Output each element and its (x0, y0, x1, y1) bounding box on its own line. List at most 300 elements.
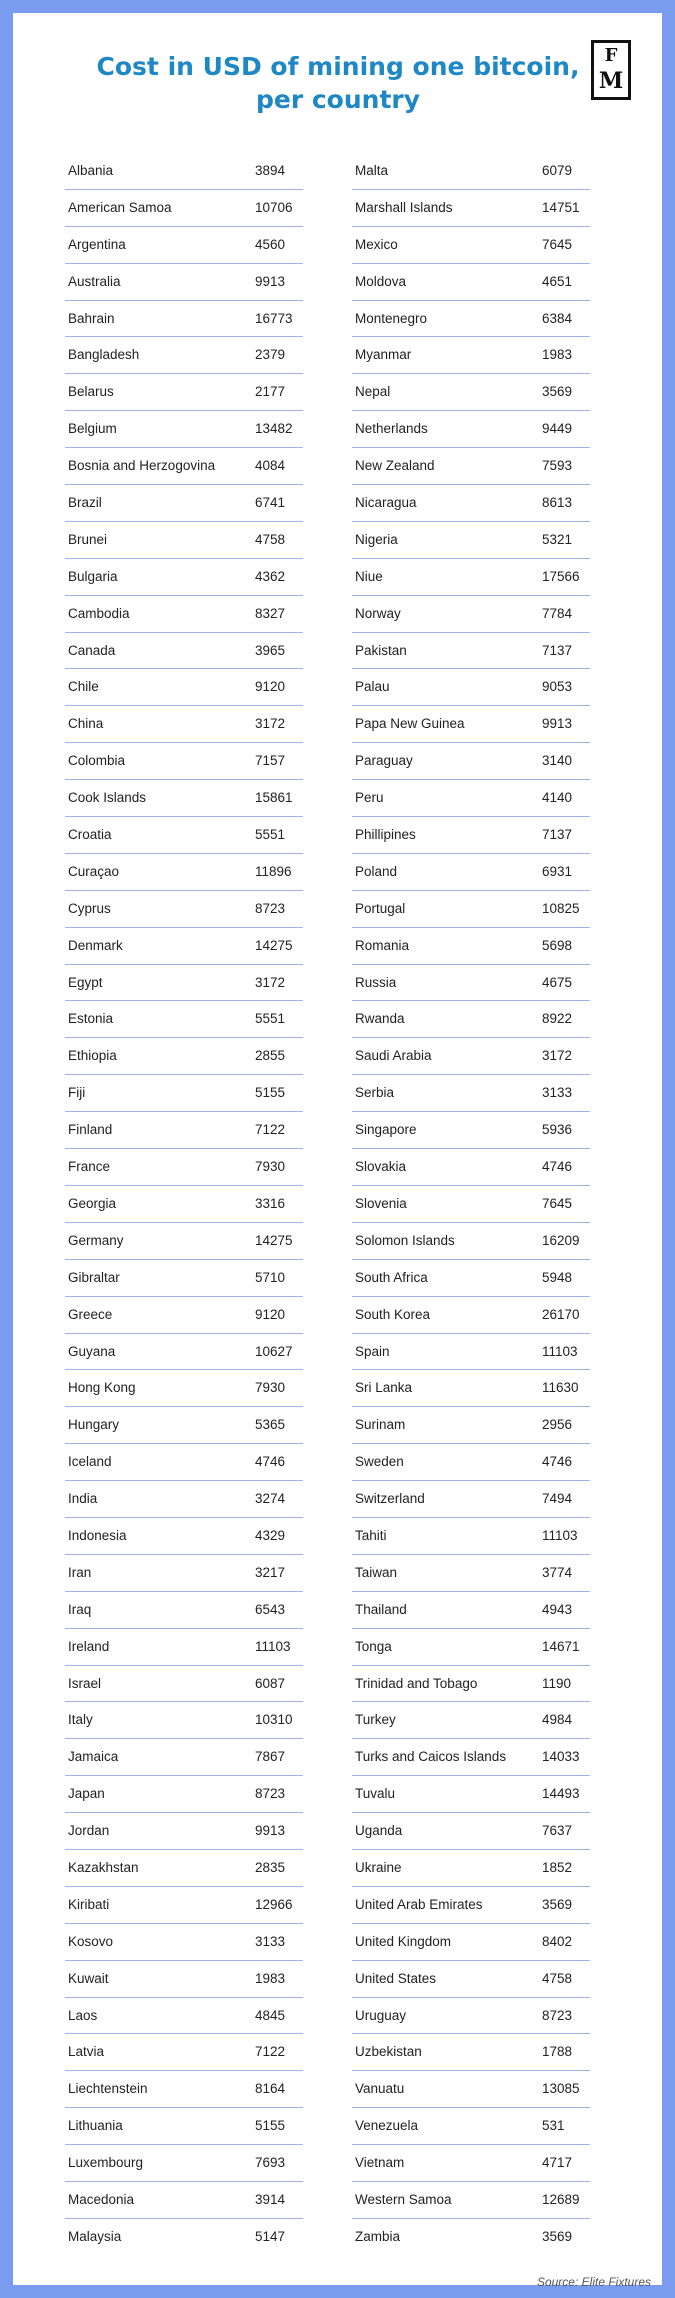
table-row (65, 1186, 303, 1223)
country-name: Sri Lanka (355, 1380, 413, 1396)
table-row (352, 1075, 590, 1112)
table-row (65, 1112, 303, 1149)
country-name: Slovenia (355, 1195, 407, 1211)
country-name: Pakistan (355, 642, 407, 658)
table-row (352, 264, 590, 301)
country-name: Nepal (355, 384, 391, 400)
country-name: Ireland (68, 1638, 110, 1654)
table-row (65, 1924, 303, 1961)
table-row (65, 1813, 303, 1850)
country-name: Bosnia and Herzogovina (68, 458, 216, 474)
table-row (352, 706, 590, 743)
cost-value: 7137 (542, 642, 573, 658)
country-name: Turkey (355, 1712, 396, 1728)
country-name: Uruguay (355, 2007, 407, 2023)
cost-value: 3316 (255, 1195, 286, 1211)
table-row (352, 301, 590, 338)
country-name: Vanuatu (355, 2081, 405, 2097)
table-row (65, 485, 303, 522)
country-name: Palau (355, 679, 390, 695)
table-row (352, 227, 590, 264)
country-name: Serbia (355, 1085, 395, 1101)
cost-value: 5698 (542, 937, 573, 953)
table-row (352, 190, 590, 227)
country-name: Poland (355, 863, 398, 879)
country-name: Slovakia (355, 1159, 407, 1175)
table-row (65, 817, 303, 854)
cost-value: 4717 (542, 2155, 573, 2171)
table-row (65, 1001, 303, 1038)
cost-value: 13482 (255, 421, 293, 437)
table-row (65, 928, 303, 965)
country-name: Latvia (68, 2044, 105, 2060)
table-row (352, 2182, 590, 2219)
cost-value: 14275 (255, 937, 293, 953)
table-row (65, 1407, 303, 1444)
country-name: Western Samoa (355, 2191, 452, 2207)
cost-value: 16209 (542, 1232, 580, 1248)
table-row (352, 1518, 590, 1555)
cost-value: 10825 (542, 900, 580, 916)
table-row (65, 2034, 303, 2071)
cost-value: 9913 (255, 273, 286, 289)
table-row (352, 669, 590, 706)
country-name: Kuwait (68, 1970, 109, 1986)
country-name: Iran (68, 1564, 92, 1580)
country-name: Laos (68, 2007, 98, 2023)
table-row (65, 448, 303, 485)
table-row (352, 411, 590, 448)
country-name: Georgia (68, 1195, 117, 1211)
cost-value: 2956 (542, 1417, 573, 1433)
cost-value: 8402 (542, 1933, 573, 1949)
cost-value: 4329 (255, 1527, 286, 1543)
cost-value: 7494 (542, 1491, 573, 1507)
cost-value: 4560 (255, 236, 286, 252)
country-name: Gibraltar (68, 1269, 120, 1285)
table-row (352, 817, 590, 854)
country-name: Malta (355, 163, 389, 178)
country-name: Uganda (355, 1823, 403, 1839)
cost-value: 3914 (255, 2191, 286, 2207)
cost-value: 5365 (255, 1417, 286, 1433)
country-name: Thailand (355, 1601, 407, 1617)
cost-value: 3894 (255, 163, 286, 178)
table-row (65, 596, 303, 633)
country-name: Surinam (355, 1417, 406, 1433)
table-row (352, 1555, 590, 1592)
cost-value: 14751 (542, 199, 580, 215)
country-name: Greece (68, 1306, 113, 1322)
country-name: Tuvalu (355, 1786, 396, 1802)
country-name: Hungary (68, 1417, 120, 1433)
cost-value: 531 (542, 2118, 565, 2134)
country-name: Liechtenstein (68, 2081, 148, 2097)
table-row (65, 633, 303, 670)
country-name: Australia (68, 273, 121, 289)
country-name: Ethiopia (68, 1048, 117, 1064)
country-name: Trinidad and Tobago (355, 1675, 478, 1691)
table-row (352, 1739, 590, 1776)
cost-value: 9120 (255, 1306, 286, 1322)
table-row (65, 1739, 303, 1776)
country-name: Macedonia (68, 2191, 135, 2207)
table-row (352, 1850, 590, 1887)
cost-value: 7784 (542, 605, 573, 621)
table-row (65, 1776, 303, 1813)
country-name: Canada (68, 642, 116, 658)
cost-value: 11103 (255, 1638, 291, 1654)
country-name: Bangladesh (68, 347, 140, 363)
table-row (352, 1481, 590, 1518)
table-row (352, 448, 590, 485)
cost-value: 2835 (255, 1859, 286, 1875)
cost-value: 4758 (255, 531, 286, 547)
table-row (65, 854, 303, 891)
cost-value: 4746 (255, 1454, 286, 1470)
country-name: Tonga (355, 1638, 392, 1654)
table-row (65, 1075, 303, 1112)
title-line-1: Cost in USD of mining one bitcoin, (96, 52, 580, 81)
cost-value: 4746 (542, 1454, 573, 1470)
country-name: Colombia (68, 753, 126, 769)
cost-value: 16773 (255, 310, 293, 326)
country-name: Papa New Guinea (355, 716, 465, 732)
cost-value: 4675 (542, 974, 573, 990)
country-name: Bahrain (68, 310, 115, 326)
country-name: Rwanda (355, 1011, 405, 1027)
country-name: Uzbekistan (355, 2044, 422, 2060)
cost-value: 6384 (542, 310, 573, 326)
country-name: Cyprus (68, 900, 111, 916)
table-row (65, 1334, 303, 1371)
table-row (352, 780, 590, 817)
table-row (352, 2108, 590, 2145)
cost-value: 6931 (542, 863, 573, 879)
cost-value: 1852 (542, 1859, 573, 1875)
country-name: Turks and Caicos Islands (355, 1749, 507, 1765)
cost-value: 7645 (542, 1195, 573, 1211)
table-row (65, 522, 303, 559)
cost-value: 5155 (255, 2118, 286, 2134)
country-name: Guyana (68, 1343, 116, 1359)
country-name: Montenegro (355, 310, 428, 326)
country-name: Myanmar (355, 347, 412, 363)
cost-value: 3172 (255, 974, 286, 990)
cost-value: 5936 (542, 1122, 573, 1138)
cost-value: 5321 (542, 531, 573, 547)
country-name: Belgium (68, 421, 117, 437)
country-name: United Kingdom (355, 1933, 452, 1949)
country-name: Malaysia (68, 2228, 122, 2244)
country-name: New Zealand (355, 458, 435, 474)
cost-value: 5147 (255, 2228, 286, 2244)
country-name: Venezuela (355, 2118, 419, 2134)
table-row (65, 1518, 303, 1555)
table-row (352, 596, 590, 633)
cost-value: 2379 (255, 347, 286, 363)
table-row (352, 891, 590, 928)
table-row (65, 2108, 303, 2145)
country-name: Kazakhstan (68, 1859, 139, 1875)
table-row (65, 1149, 303, 1186)
country-name: Norway (355, 605, 401, 621)
table-row (352, 2145, 590, 2182)
country-name: United States (355, 1970, 437, 1986)
cost-value: 10310 (255, 1712, 293, 1728)
cost-value: 13085 (542, 2081, 580, 2097)
country-name: Brunei (68, 531, 108, 547)
cost-value: 4362 (255, 568, 286, 584)
table-row (352, 1112, 590, 1149)
cost-value: 7593 (542, 458, 573, 474)
cost-value: 4943 (542, 1601, 573, 1617)
cost-value: 7645 (542, 236, 573, 252)
country-name: United Arab Emirates (355, 1896, 483, 1912)
table-row (352, 854, 590, 891)
table-row (352, 1260, 590, 1297)
table-row (65, 227, 303, 264)
table-row (65, 1038, 303, 1075)
table-row (65, 153, 303, 190)
cost-value: 1983 (255, 1970, 286, 1986)
cost-value: 11896 (255, 863, 292, 879)
cost-value: 8327 (255, 605, 286, 621)
cost-value: 7930 (255, 1159, 286, 1175)
table-row (65, 2145, 303, 2182)
country-name: Belarus (68, 384, 114, 400)
table-row (352, 1001, 590, 1038)
country-name: Iceland (68, 1454, 112, 1470)
country-name: Zambia (355, 2228, 401, 2244)
cost-value: 4746 (542, 1159, 573, 1175)
cost-value: 1190 (542, 1675, 572, 1691)
country-name: Chile (68, 679, 99, 695)
cost-value: 6543 (255, 1601, 286, 1617)
country-name: Iraq (68, 1601, 92, 1617)
table-row (352, 1149, 590, 1186)
cost-value: 3140 (542, 753, 573, 769)
cost-value: 8613 (542, 495, 573, 511)
table-row (65, 1666, 303, 1703)
table-row (352, 2034, 590, 2071)
table-row (352, 928, 590, 965)
country-name: Phillipines (355, 827, 416, 843)
table-row (352, 743, 590, 780)
table-row (65, 1998, 303, 2035)
country-name: Fiji (68, 1085, 86, 1101)
table-row (352, 337, 590, 374)
cost-value: 14275 (255, 1232, 293, 1248)
cost-value: 4084 (255, 458, 286, 474)
cost-value: 8922 (542, 1011, 573, 1027)
cost-value: 6087 (255, 1675, 286, 1691)
cost-value: 3965 (255, 642, 286, 658)
table-row (65, 1481, 303, 1518)
country-name: Italy (68, 1712, 93, 1728)
table-row (65, 1444, 303, 1481)
country-name: Cambodia (68, 605, 130, 621)
country-name: Curaçao (68, 863, 120, 879)
cost-value: 8723 (255, 1786, 286, 1802)
table-row (65, 1592, 303, 1629)
cost-value: 7693 (255, 2155, 286, 2171)
cost-value: 4758 (542, 1970, 573, 1986)
country-name: Finland (68, 1122, 113, 1138)
country-name: Kosovo (68, 1933, 114, 1949)
country-name: American Samoa (68, 199, 172, 215)
cost-value: 3133 (255, 1933, 286, 1949)
table-row (65, 2182, 303, 2219)
country-name: Tahiti (355, 1527, 387, 1543)
country-name: Albania (68, 163, 114, 178)
cost-value: 11103 (542, 1527, 578, 1543)
country-name: China (68, 716, 104, 732)
cost-value: 3569 (542, 1896, 573, 1912)
infographic-card (13, 13, 662, 2285)
cost-value: 5948 (542, 1269, 573, 1285)
country-name: Mexico (355, 236, 398, 252)
country-name: Indonesia (68, 1527, 127, 1543)
country-name: Denmark (68, 937, 123, 953)
table-row (352, 1334, 590, 1371)
country-name: South Africa (355, 1269, 428, 1285)
cost-value: 7122 (255, 2044, 286, 2060)
cost-value: 3569 (542, 2228, 573, 2244)
cost-value: 11103 (542, 1343, 578, 1359)
cost-value: 12689 (542, 2191, 580, 2207)
cost-value: 7157 (255, 753, 286, 769)
table-column-right (352, 153, 590, 2256)
table-row (65, 743, 303, 780)
table-row (352, 965, 590, 1002)
table-row (352, 1702, 590, 1739)
cost-value: 7122 (255, 1122, 286, 1138)
table-row (65, 891, 303, 928)
source-note: Source: Elite Fixtures (536, 2275, 651, 2289)
table-row (65, 965, 303, 1002)
table-row (352, 522, 590, 559)
country-name: Nicaragua (355, 495, 417, 511)
country-name: Saudi Arabia (355, 1048, 432, 1064)
table-row (352, 1776, 590, 1813)
country-name: Jordan (68, 1823, 110, 1839)
country-name: India (68, 1491, 98, 1507)
country-name: Kiribati (68, 1896, 110, 1912)
table-row (65, 2071, 303, 2108)
cost-value: 4140 (542, 790, 573, 806)
country-name: Niue (355, 568, 383, 584)
table-row (352, 1444, 590, 1481)
cost-value: 5551 (255, 1011, 286, 1027)
country-name: Netherlands (355, 421, 428, 437)
country-name: Paraguay (355, 753, 413, 769)
country-name: Marshall Islands (355, 199, 453, 215)
country-name: Lithuania (68, 2118, 123, 2134)
country-name: Ukraine (355, 1859, 402, 1875)
cost-value: 14493 (542, 1786, 580, 1802)
cost-value: 4651 (542, 273, 573, 289)
cost-value: 9053 (542, 679, 573, 695)
country-name: Nigeria (355, 531, 398, 547)
cost-value: 2855 (255, 1048, 286, 1064)
table-row (65, 1370, 303, 1407)
cost-value: 8164 (255, 2081, 286, 2097)
country-name: Egypt (68, 974, 103, 990)
cost-value: 14033 (542, 1749, 580, 1765)
country-name: Croatia (68, 827, 112, 843)
country-name: Peru (355, 790, 384, 806)
logo-letter-bottom: M (598, 68, 624, 94)
logo-letter-top: F (604, 45, 618, 66)
title-line-2: per country (255, 85, 421, 114)
country-name: Israel (68, 1675, 102, 1691)
table-row (352, 374, 590, 411)
country-name: Solomon Islands (355, 1232, 455, 1248)
table-row (352, 1813, 590, 1850)
cost-value: 15861 (255, 790, 293, 806)
table-row (65, 1555, 303, 1592)
table-row (65, 374, 303, 411)
country-name: Jamaica (68, 1749, 119, 1765)
cost-value: 3172 (255, 716, 286, 732)
table-row (65, 1629, 303, 1666)
table-row (65, 337, 303, 374)
cost-value: 6079 (542, 163, 573, 178)
cost-value: 3569 (542, 384, 573, 400)
country-name: South Korea (355, 1306, 431, 1322)
cost-value: 3774 (542, 1564, 573, 1580)
cost-value: 7137 (542, 827, 573, 843)
country-name: Russia (355, 974, 397, 990)
table-row (352, 559, 590, 596)
cost-value: 17566 (542, 568, 580, 584)
table-row (65, 190, 303, 227)
table-row (65, 2219, 303, 2256)
cost-value: 14671 (542, 1638, 580, 1654)
cost-value: 2177 (255, 384, 286, 400)
table-row (352, 633, 590, 670)
cost-value: 1983 (542, 347, 573, 363)
cost-value: 9120 (255, 679, 286, 695)
country-name: Brazil (68, 495, 102, 511)
cost-value: 8723 (542, 2007, 573, 2023)
table-row (352, 1297, 590, 1334)
cost-value: 12966 (255, 1896, 293, 1912)
cost-value: 7867 (255, 1749, 286, 1765)
cost-value: 5551 (255, 827, 286, 843)
cost-value: 9913 (255, 1823, 286, 1839)
table-row (65, 264, 303, 301)
table-row (352, 1186, 590, 1223)
table-row (65, 1297, 303, 1334)
country-name: Moldova (355, 273, 407, 289)
cost-value: 3217 (255, 1564, 286, 1580)
country-name: Japan (68, 1786, 105, 1802)
table-row (352, 1629, 590, 1666)
table-row (65, 1702, 303, 1739)
table-row (65, 411, 303, 448)
cost-value: 11630 (542, 1380, 579, 1396)
cost-value: 3172 (542, 1048, 573, 1064)
country-name: Spain (355, 1343, 390, 1359)
country-name: Vietnam (355, 2155, 405, 2171)
cost-value: 3133 (542, 1085, 573, 1101)
country-name: France (68, 1159, 111, 1175)
cost-value: 5155 (255, 1085, 286, 1101)
table-row (65, 301, 303, 338)
cost-value: 9913 (542, 716, 573, 732)
